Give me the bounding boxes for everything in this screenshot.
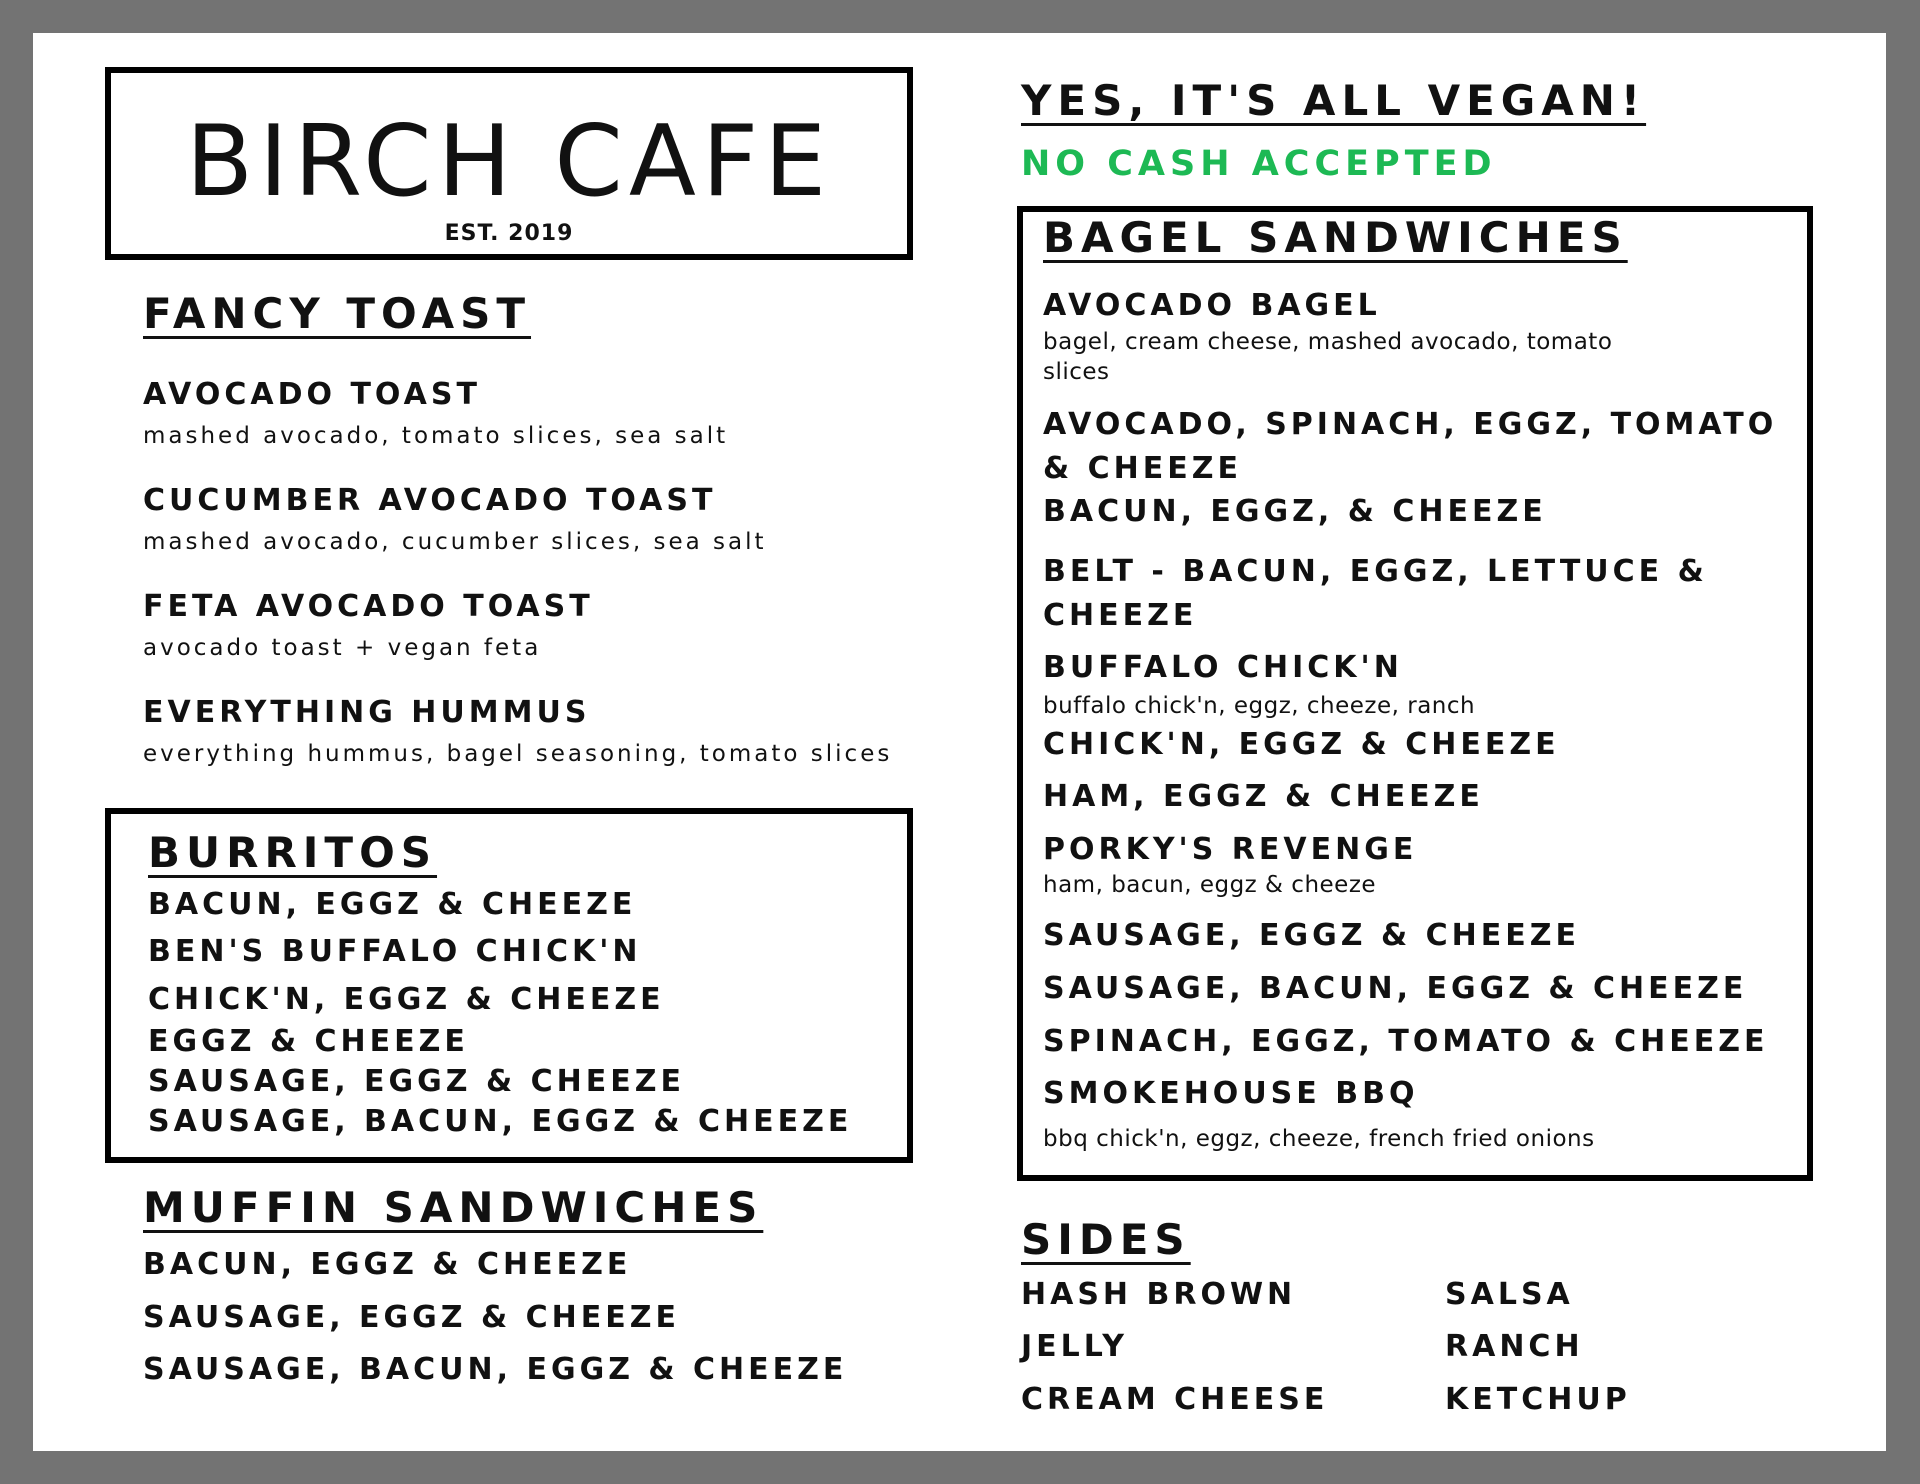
menu-item-name: CUCUMBER AVOCADO TOAST: [143, 483, 717, 518]
burritos-heading: BURRITOS: [148, 828, 438, 877]
bagel-item-description: ham, bacun, eggz & cheeze: [1043, 872, 1377, 898]
side-item: CREAM CHEESE: [1021, 1382, 1329, 1417]
bagel-item-name: AVOCADO, SPINACH, EGGZ, TOMATO & CHEEZE: [1043, 407, 1778, 486]
menu-item-description: avocado toast + vegan feta: [143, 635, 542, 661]
side-item: JELLY: [1021, 1329, 1128, 1364]
menu-item-name: AVOCADO TOAST: [143, 377, 481, 412]
no-cash-notice: NO CASH ACCEPTED: [1021, 144, 1497, 184]
menu-item-description: mashed avocado, tomato slices, sea salt: [143, 423, 729, 449]
menu-item-description: everything hummus, bagel seasoning, tomato slices: [143, 741, 893, 767]
menu-item-name: FETA AVOCADO TOAST: [143, 589, 594, 624]
side-item: RANCH: [1445, 1329, 1584, 1364]
bagel-item-name: HAM, EGGZ & CHEEZE: [1043, 779, 1484, 814]
menu-page: [33, 33, 1886, 1451]
bagel-item-name: BUFFALO CHICK'N: [1043, 650, 1403, 685]
established-year: EST. 2019: [444, 221, 574, 246]
muffin-item: SAUSAGE, EGGZ & CHEEZE: [143, 1300, 680, 1335]
bagel-item-description: bagel, cream cheese, mashed avocado, tomato slices: [1043, 329, 1613, 385]
muffin-item: SAUSAGE, BACUN, EGGZ & CHEEZE: [143, 1352, 848, 1387]
bagel-item-name: SPINACH, EGGZ, TOMATO & CHEEZE: [1043, 1024, 1769, 1059]
burrito-item: EGGZ & CHEEZE: [148, 1024, 469, 1059]
brand-box: [105, 67, 913, 260]
muffin-sandwiches-heading: MUFFIN SANDWICHES: [143, 1183, 764, 1232]
vegan-notice: YES, IT'S ALL VEGAN!: [1021, 76, 1647, 125]
bagel-item-description: buffalo chick'n, eggz, cheeze, ranch: [1043, 693, 1476, 719]
bagel-item-name: AVOCADO BAGEL: [1043, 288, 1381, 323]
bagel-item-name: BACUN, EGGZ, & CHEEZE: [1043, 494, 1547, 529]
bagel-item-name: SAUSAGE, EGGZ & CHEEZE: [1043, 918, 1580, 953]
burrito-item: BACUN, EGGZ & CHEEZE: [148, 887, 637, 922]
burrito-item: SAUSAGE, BACUN, EGGZ & CHEEZE: [148, 1104, 853, 1139]
menu-item-description: mashed avocado, cucumber slices, sea salt: [143, 529, 767, 555]
bagel-item-name: PORKY'S REVENGE: [1043, 832, 1418, 867]
fancy-toast-heading: FANCY TOAST: [143, 289, 532, 338]
sides-heading: SIDES: [1021, 1215, 1191, 1264]
muffin-item: BACUN, EGGZ & CHEEZE: [143, 1247, 632, 1282]
burrito-item: CHICK'N, EGGZ & CHEEZE: [148, 982, 665, 1017]
menu-item-name: EVERYTHING HUMMUS: [143, 695, 591, 730]
cafe-name: BIRCH CAFE: [185, 105, 833, 219]
burrito-item: BEN'S BUFFALO CHICK'N: [148, 934, 642, 969]
side-item: SALSA: [1445, 1277, 1574, 1312]
side-item: HASH BROWN: [1021, 1277, 1297, 1312]
burrito-item: SAUSAGE, EGGZ & CHEEZE: [148, 1064, 685, 1099]
bagel-item-name: BELT - BACUN, EGGZ, LETTUCE & CHEEZE: [1043, 554, 1708, 633]
bagel-item-name: SAUSAGE, BACUN, EGGZ & CHEEZE: [1043, 971, 1748, 1006]
bagel-item-name: SMOKEHOUSE BBQ: [1043, 1076, 1419, 1111]
side-item: KETCHUP: [1445, 1382, 1631, 1417]
bagel-item-description: bbq chick'n, eggz, cheeze, french fried onions: [1043, 1126, 1595, 1152]
bagel-item-name: CHICK'N, EGGZ & CHEEZE: [1043, 727, 1560, 762]
bagel-sandwiches-heading: BAGEL SANDWICHES: [1043, 213, 1628, 262]
